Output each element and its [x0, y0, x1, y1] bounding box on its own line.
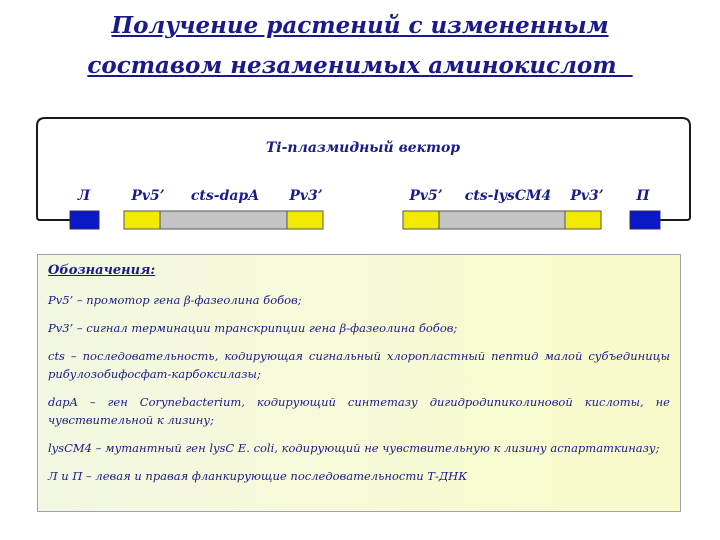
- cts-dapa-label: cts-dapA: [190, 188, 260, 204]
- gene-block-lyscm4: [439, 211, 565, 229]
- promoter-block-1: [124, 211, 160, 229]
- vector-label: Ti-плазмидный вектор: [265, 140, 461, 156]
- left-border-block: [70, 211, 99, 229]
- right-border-label: П: [636, 188, 650, 204]
- legend-item-lyscm4: lysCM4 – мутантный ген lysC E. coli, кодирующий не чувствительную к лизину аспартаткиназу;: [48, 441, 660, 455]
- legend-item-cts: cts – последовательность, кодирующая сигнальный хлоропластный пептид малой субъединицы рибулозобифосфат-карбоксилазы;: [48, 349, 670, 381]
- left-border-label: Л: [77, 188, 91, 204]
- pv5-label-2: Pv5’: [409, 188, 443, 204]
- legend-box: [37, 254, 681, 512]
- legend-heading: Обозначения:: [48, 263, 156, 278]
- cts-lyscm4-label: cts-lysCM4: [464, 188, 552, 204]
- pv5-label-1: Pv5’: [131, 188, 165, 204]
- title-line-1: Получение растений с измененным: [111, 12, 609, 39]
- gene-block-dapa: [160, 211, 287, 229]
- legend-item-pv5: Pv5’ – промотор гена β-фазеолина бобов;: [48, 293, 302, 307]
- promoter-block-2: [403, 211, 439, 229]
- right-border-block: [630, 211, 660, 229]
- pv3-label-1: Pv3’: [289, 188, 323, 204]
- terminator-block-1: [287, 211, 323, 229]
- legend-item-borders: Л и П – левая и правая фланкирующие последовательности Т-ДНК: [48, 469, 468, 483]
- plasmid-outline: [37, 118, 690, 220]
- title-line-2: составом незаменимых аминокислот: [87, 52, 633, 79]
- legend-item-dapa: dapA – ген Corynebacterium, кодирующий синтетазу дигидродипиколиновой кислоты, не чувствительной к лизину;: [48, 395, 670, 427]
- terminator-block-2: [565, 211, 601, 229]
- pv3-label-2: Pv3’: [570, 188, 604, 204]
- legend-item-pv3: Pv3’ – сигнал терминации транскрипции гена β-фазеолина бобов;: [48, 321, 458, 335]
